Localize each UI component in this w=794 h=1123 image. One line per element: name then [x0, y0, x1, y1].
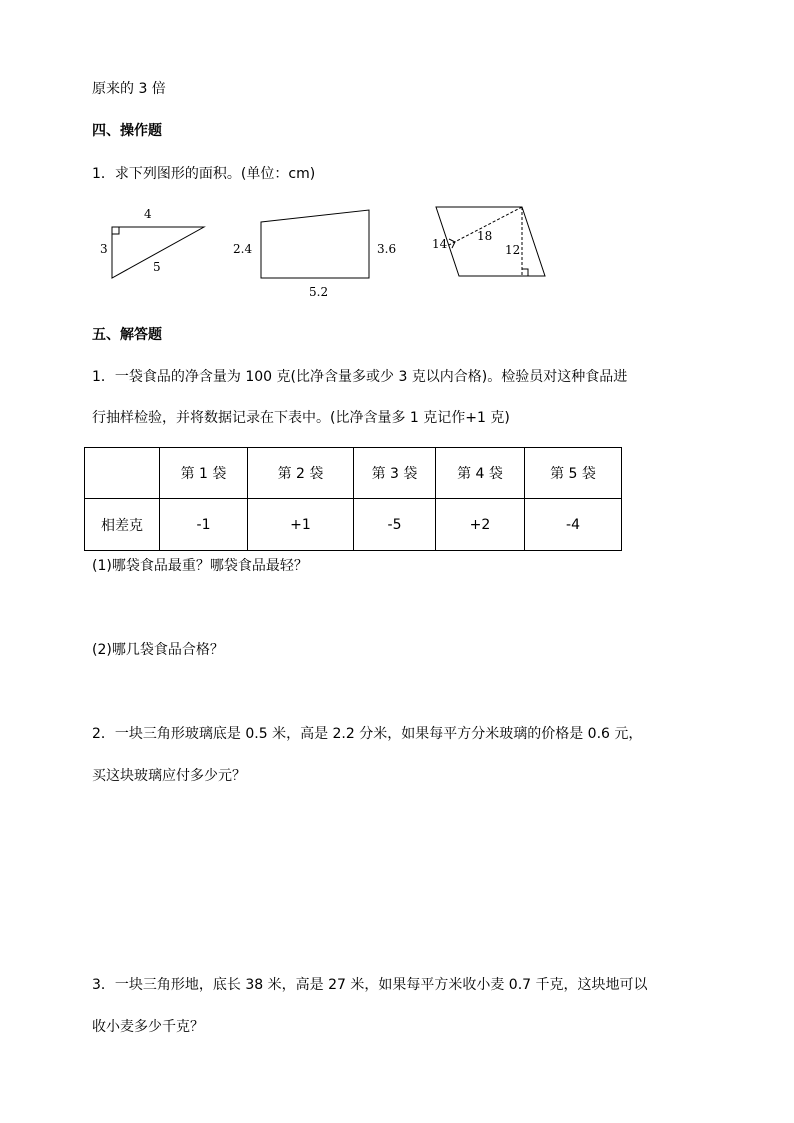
question-5-1-sub1: (1)哪袋食品最重？哪袋食品最轻？	[92, 558, 308, 574]
section-5-heading: 五、解答题	[92, 327, 162, 343]
table-header-cell: 第 3 袋	[354, 448, 436, 499]
table-row	[85, 499, 622, 551]
question-5-1-sub2: (2)哪几袋食品合格？	[92, 642, 224, 658]
section-4-heading: 四、操作题	[92, 123, 162, 139]
table-cell: -1	[160, 499, 248, 551]
triangle-top-label: 4	[144, 207, 152, 221]
trapezoid-figure	[233, 210, 396, 299]
table-header-cell	[85, 448, 160, 499]
top-line: 原来的 3 倍	[92, 81, 166, 97]
trapezoid-right-label: 3.6	[377, 242, 397, 256]
question-5-2-line1: 2．一块三角形玻璃底是 0.5 米，高是 2.2 分米，如果每平方分米玻璃的价格是 0.6 元，	[92, 726, 643, 742]
sample-data-table	[84, 447, 622, 551]
parallelogram-height-label: 12	[505, 243, 521, 257]
trapezoid-left-label: 2.4	[233, 242, 253, 256]
question-5-2-line2: 买这块玻璃应付多少元？	[92, 768, 246, 784]
table-header-cell: 第 1 袋	[160, 448, 248, 499]
triangle-hyp-label: 5	[153, 260, 161, 274]
right-triangle-figure	[100, 207, 204, 278]
table-header-cell: 第 4 袋	[436, 448, 525, 499]
table-header-row	[85, 448, 622, 499]
question-4-1: 1．求下列图形的面积。(单位：cm)	[92, 166, 316, 182]
question-5-3-line2: 收小麦多少千克？	[92, 1019, 204, 1035]
parallelogram-side-label: 14	[432, 237, 448, 251]
question-5-1-line2: 行抽样检验，并将数据记录在下表中。(比净含量多 1 克记作+1 克)	[92, 410, 510, 426]
question-5-1-line1: 1．一袋食品的净含量为 100 克(比净含量多或少 3 克以内合格)。检验员对这种食品进	[92, 369, 628, 385]
table-cell: +2	[436, 499, 525, 551]
table-header-cell: 第 2 袋	[248, 448, 354, 499]
triangle-left-label: 3	[100, 242, 108, 256]
geometry-figures	[0, 198, 794, 308]
table-header-cell: 第 5 袋	[525, 448, 622, 499]
trapezoid-bottom-label: 5.2	[309, 285, 329, 299]
table-cell: -5	[354, 499, 436, 551]
parallelogram-figure	[432, 207, 545, 276]
table-row-label: 相差克	[85, 499, 160, 551]
parallelogram-diag-label: 18	[477, 229, 493, 243]
table-cell: -4	[525, 499, 622, 551]
question-5-3-line1: 3．一块三角形地，底长 38 米，高是 27 米，如果每平方米收小麦 0.7 千克，这块地可以	[92, 977, 648, 993]
table-cell: +1	[248, 499, 354, 551]
